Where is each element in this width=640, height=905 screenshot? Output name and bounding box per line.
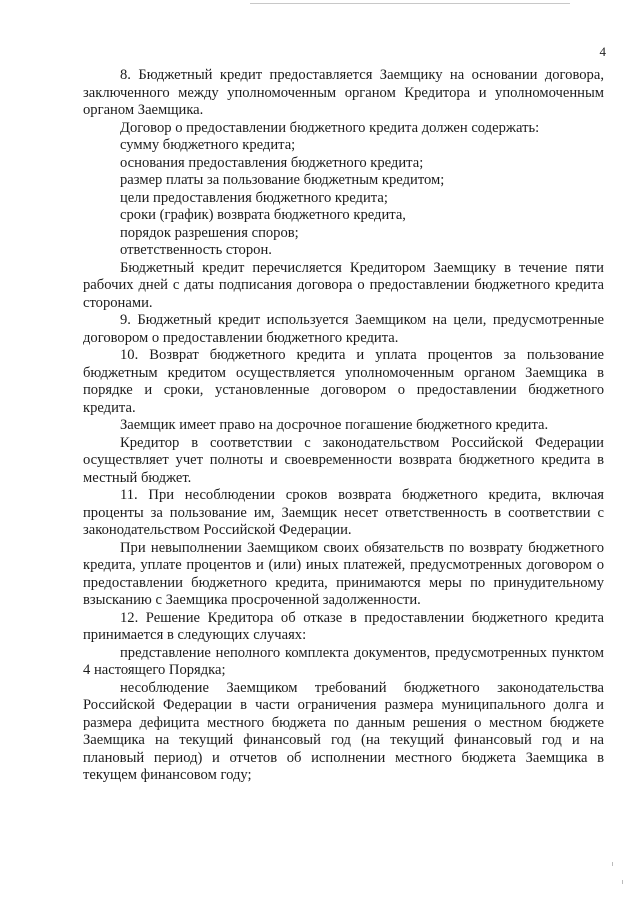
scan-speck (622, 880, 623, 884)
paragraph-contract-contents: Договор о предоставлении бюджетного кредита должен содержать: (120, 119, 540, 136)
list-item: порядок разрешения споров; (120, 224, 299, 241)
paragraph-transfer: Бюджетный кредит перечисляется Кредитором Заемщику в течение пяти рабочих дней с даты подписания договора о предоставлении бюджетного кредита сторонами. (83, 259, 604, 311)
paragraph-clause-9: 9. Бюджетный кредит используется Заемщиком на цели, предусмотренные договором о предоставлении бюджетного кредита. (83, 312, 604, 346)
paragraph-clause-11: 11. При несоблюдении сроков возврата бюджетного кредита, включая проценты за пользование им, Заемщик несет ответственность в соответствии с законодательством Российской Федерации. (83, 487, 604, 538)
scan-speck (612, 862, 613, 866)
document-body (83, 67, 604, 785)
paragraph-enforcement: При невыполнении Заемщиком своих обязательств по возврату бюджетного кредита, уплате процентов и (или) иных платежей, предусмотренных договором о предоставлении бюджетного кредита, принимаются меры по принудительному взысканию с Заемщика просроченной задолженности. (83, 539, 604, 608)
paragraph-creditor-accounting: Кредитор в соответствии с законодательством Российской Федерации осуществляет учет полноты и своевременности возврата бюджетного кредита в местный бюджет. (83, 434, 604, 486)
paragraph-clause-10: 10. Возврат бюджетного кредита и уплата процентов за пользование бюджетным кредитом осуществляется уполномоченным органом Заемщика в порядке и сроки, установленные договором о предоставлении бюджетного кредита. (83, 347, 604, 416)
list-item: сумму бюджетного кредита; (120, 137, 296, 153)
list-item: основания предоставления бюджетного кредита; (120, 154, 424, 171)
paragraph-refusal-reason-2: несоблюдение Заемщиком требований бюджетного законодательства Российской Федерации в части ограничения размера муниципального долга и размера дефицита местного бюджета по данным решения о местном бюджете Заемщика на текущий финансовый год (на текущий финансовый год и на плановый период) и отчетов об исполнении местного бюджета Заемщика в текущем финансовом году; (83, 679, 604, 783)
list-item: ответственность сторон. (120, 242, 272, 258)
paragraph-refusal-reason-1: представление неполного комплекта документов, предусмотренных пунктом 4 настоящего Порядка; (83, 644, 604, 678)
list-item: цели предоставления бюджетного кредита; (120, 189, 388, 206)
paragraph-clause-8: 8. Бюджетный кредит предоставляется Заемщику на основании договора, заключенного между уполномоченным органом Кредитора и уполномоченным органом Заемщика. (83, 67, 604, 118)
list-item: сроки (график) возврата бюджетного кредита, (120, 207, 406, 223)
paragraph-clause-12: 12. Решение Кредитора об отказе в предоставлении бюджетного кредита принимается в следующих случаях: (83, 609, 604, 643)
list-item: размер платы за пользование бюджетным кредитом; (120, 172, 445, 188)
page-number: 4 (599, 44, 606, 59)
paragraph-early-repayment: Заемщик имеет право на досрочное погашение бюджетного кредита. (120, 417, 549, 433)
scan-edge-line (250, 3, 570, 4)
